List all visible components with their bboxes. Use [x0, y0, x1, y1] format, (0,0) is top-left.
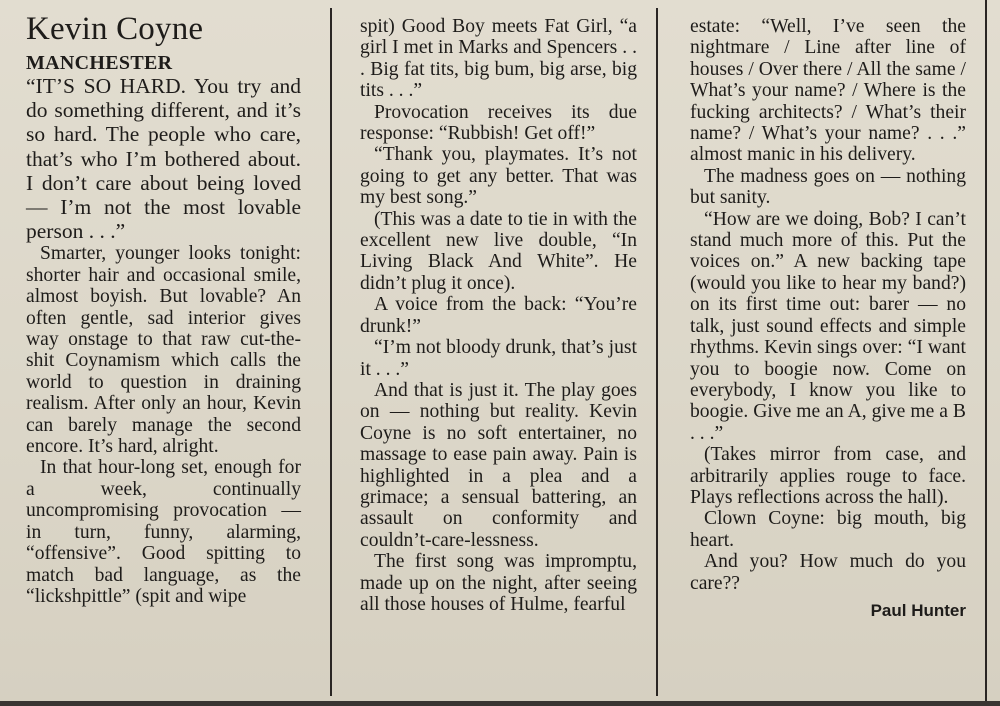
column-rule-1	[330, 8, 332, 696]
column-rule-2	[656, 8, 658, 696]
paragraph: “IT’S SO HARD. You try and do something different, and it’s so hard. The people who care, that’s who I’m bothered about. I don’t care about being loved — I’m not the most lovable person . . .”	[26, 74, 301, 244]
clipping-edge	[0, 701, 1000, 706]
paragraph: A voice from the back: “You’re drunk!”	[360, 294, 637, 337]
paragraph: The madness goes on — nothing but sanity.	[690, 165, 966, 209]
paragraph: (This was a date to tie in with the excellent new live double, “In Living Black And White”. He didn’t plug it once).	[360, 208, 637, 294]
paragraph: “I’m not bloody drunk, that’s just it . . .”	[360, 337, 637, 380]
author-byline: Paul Hunter	[870, 600, 966, 620]
paragraph: And you? How much do you care??	[690, 551, 966, 594]
paragraph: And that is just it. The play goes on — nothing but reality. Kevin Coyne is no soft entertainer, no massage to ease pain away. Pain is highlighted in a plea and a grimace; a sensual battering, an assault on conformity and couldn’t-care-lessness.	[360, 379, 637, 551]
paragraph: Provocation receives its due response: “Rubbish! Get off!”	[360, 101, 637, 145]
paragraph: In that hour-long set, enough for a week, continually uncompromising provocation — in turn, funny, alarming, “offensive”. Good spitting to match bad language, as the “lickshpittle” (spit and wipe	[26, 457, 301, 607]
paragraph: (Takes mirror from case, and arbitrarily applies rouge to face. Plays reflections across the hall).	[690, 444, 966, 508]
column-rule-3	[985, 0, 987, 706]
paragraph: “Thank you, playmates. It’s not going to get any better. That was my best song.”	[360, 144, 637, 209]
paragraph: The first song was impromptu, made up on the night, after seeing all those houses of Hulme, fearful	[360, 551, 637, 615]
paragraph: Clown Coyne: big mouth, big heart.	[690, 508, 966, 551]
paragraph: “How are we doing, Bob? I can’t stand much more of this. Put the voices on.” A new backing tape (would you like to hear my band?) on its first time out: barer — no talk, just sound effects and simple rhythms. Kevin sings over: “I want you to boogie now. Come on everybody, I know you like to boogie. Give me an A, give me a B . . .”	[690, 208, 966, 444]
article-headline: Kevin Coyne	[26, 11, 204, 47]
paragraph: Smarter, younger looks tonight: shorter hair and occasional smile, almost boyish. But lovable? An often gentle, sad interior gives way onstage to that raw cut-the-shit Coynamism which calls the world to question in draining realism. After only an hour, Kevin can barely manage the second encore. It’s hard, alright.	[26, 243, 301, 458]
dateline-location: MANCHESTER	[26, 52, 173, 74]
column-1	[26, 10, 301, 607]
column-2	[360, 16, 637, 615]
column-3	[690, 16, 966, 621]
paragraph: estate: “Well, I’ve seen the nightmare / Line after line of houses / Over there / All the same / What’s your name? / Where is the fucking architects? / What’s their name? / What’s your name? . . .” almost manic in his delivery.	[690, 16, 966, 166]
paragraph: spit) Good Boy meets Fat Girl, “a girl I met in Marks and Spencers . . . Big fat tits, big bum, big arse, big tits . . .”	[360, 16, 637, 102]
